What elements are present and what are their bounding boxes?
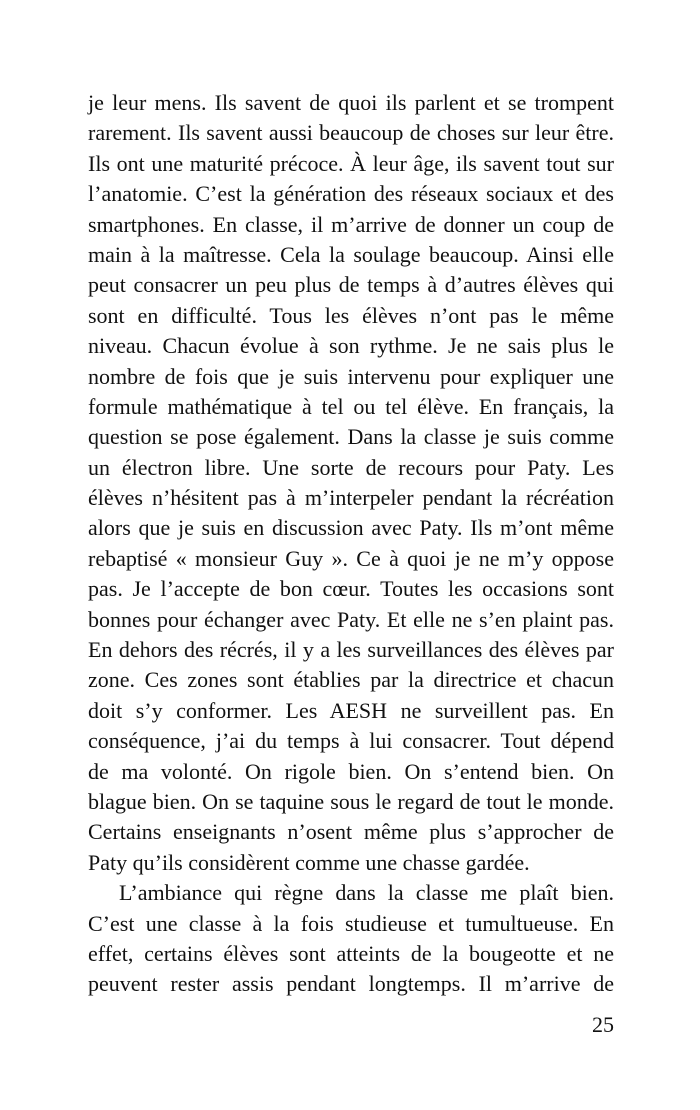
text-line: peuvent rester assis pendant longtemps. Il m’arrive de <box>88 971 614 997</box>
text-line: conséquence, j’ai du temps à lui consacrer. Tout dépend <box>88 728 614 754</box>
text-line: question se pose également. Dans la classe je suis comme <box>88 424 614 450</box>
text-line: un électron libre. Une sorte de recours pour Paty. Les <box>88 454 614 480</box>
text-line: formule mathématique à tel ou tel élève. En français, la <box>88 393 614 419</box>
page-number: 25 <box>592 1012 614 1037</box>
text-line: élèves n’hésitent pas à m’interpeler pendant la récréation <box>88 485 614 511</box>
text-line: de ma volonté. On rigole bien. On s’entend bien. On <box>88 758 614 784</box>
text-line: Certains enseignants n’osent même plus s’approcher de <box>88 819 614 845</box>
text-line: main à la maîtresse. Cela la soulage beaucoup. Ainsi elle <box>88 241 614 267</box>
text-line: C’est une classe à la fois studieuse et tumultueuse. En <box>88 910 614 936</box>
text-line: je leur mens. Ils savent de quoi ils parlent et se trompent <box>88 90 614 115</box>
text-line: zone. Ces zones sont établies par la directrice et chacun <box>88 667 614 693</box>
text-line: alors que je suis en discussion avec Paty. Ils m’ont même <box>88 515 614 541</box>
text-line: rebaptisé « monsieur Guy ». Ce à quoi je ne m’y oppose <box>88 545 614 571</box>
text-line: Ils ont une maturité précoce. À leur âge, ils savent tout sur <box>88 150 614 176</box>
text-line: bonnes pour échanger avec Paty. Et elle ne s’en plaint pas. <box>88 606 614 632</box>
text-line: En dehors des récrés, il y a les surveillances des élèves par <box>88 637 614 663</box>
text-line: sont en difficulté. Tous les élèves n’ont pas le même <box>88 302 614 328</box>
text-line: blague bien. On se taquine sous le regard de tout le monde. <box>88 788 614 814</box>
text-line: smartphones. En classe, il m’arrive de donner un coup de <box>88 211 614 237</box>
text-line: l’anatomie. C’est la génération des réseaux sociaux et des <box>88 181 614 207</box>
paragraph-start-line: L’ambiance qui règne dans la classe me plaît bien. <box>119 880 614 906</box>
body-text <box>88 88 614 1000</box>
text-line: niveau. Chacun évolue à son rythme. Je ne sais plus le <box>88 333 614 359</box>
text-line: rarement. Ils savent aussi beaucoup de choses sur leur être. <box>88 120 614 146</box>
text-line: Paty qu’ils considèrent comme une chasse gardée. <box>88 849 530 875</box>
text-line: doit s’y conformer. Les AESH ne surveillent pas. En <box>88 697 614 723</box>
text-line: effet, certains élèves sont atteints de la bougeotte et ne <box>88 940 614 966</box>
text-line: peut consacrer un peu plus de temps à d’autres élèves qui <box>88 272 614 298</box>
text-line: pas. Je l’accepte de bon cœur. Toutes les occasions sont <box>88 576 614 602</box>
text-line: nombre de fois que je suis intervenu pour expliquer une <box>88 363 614 389</box>
